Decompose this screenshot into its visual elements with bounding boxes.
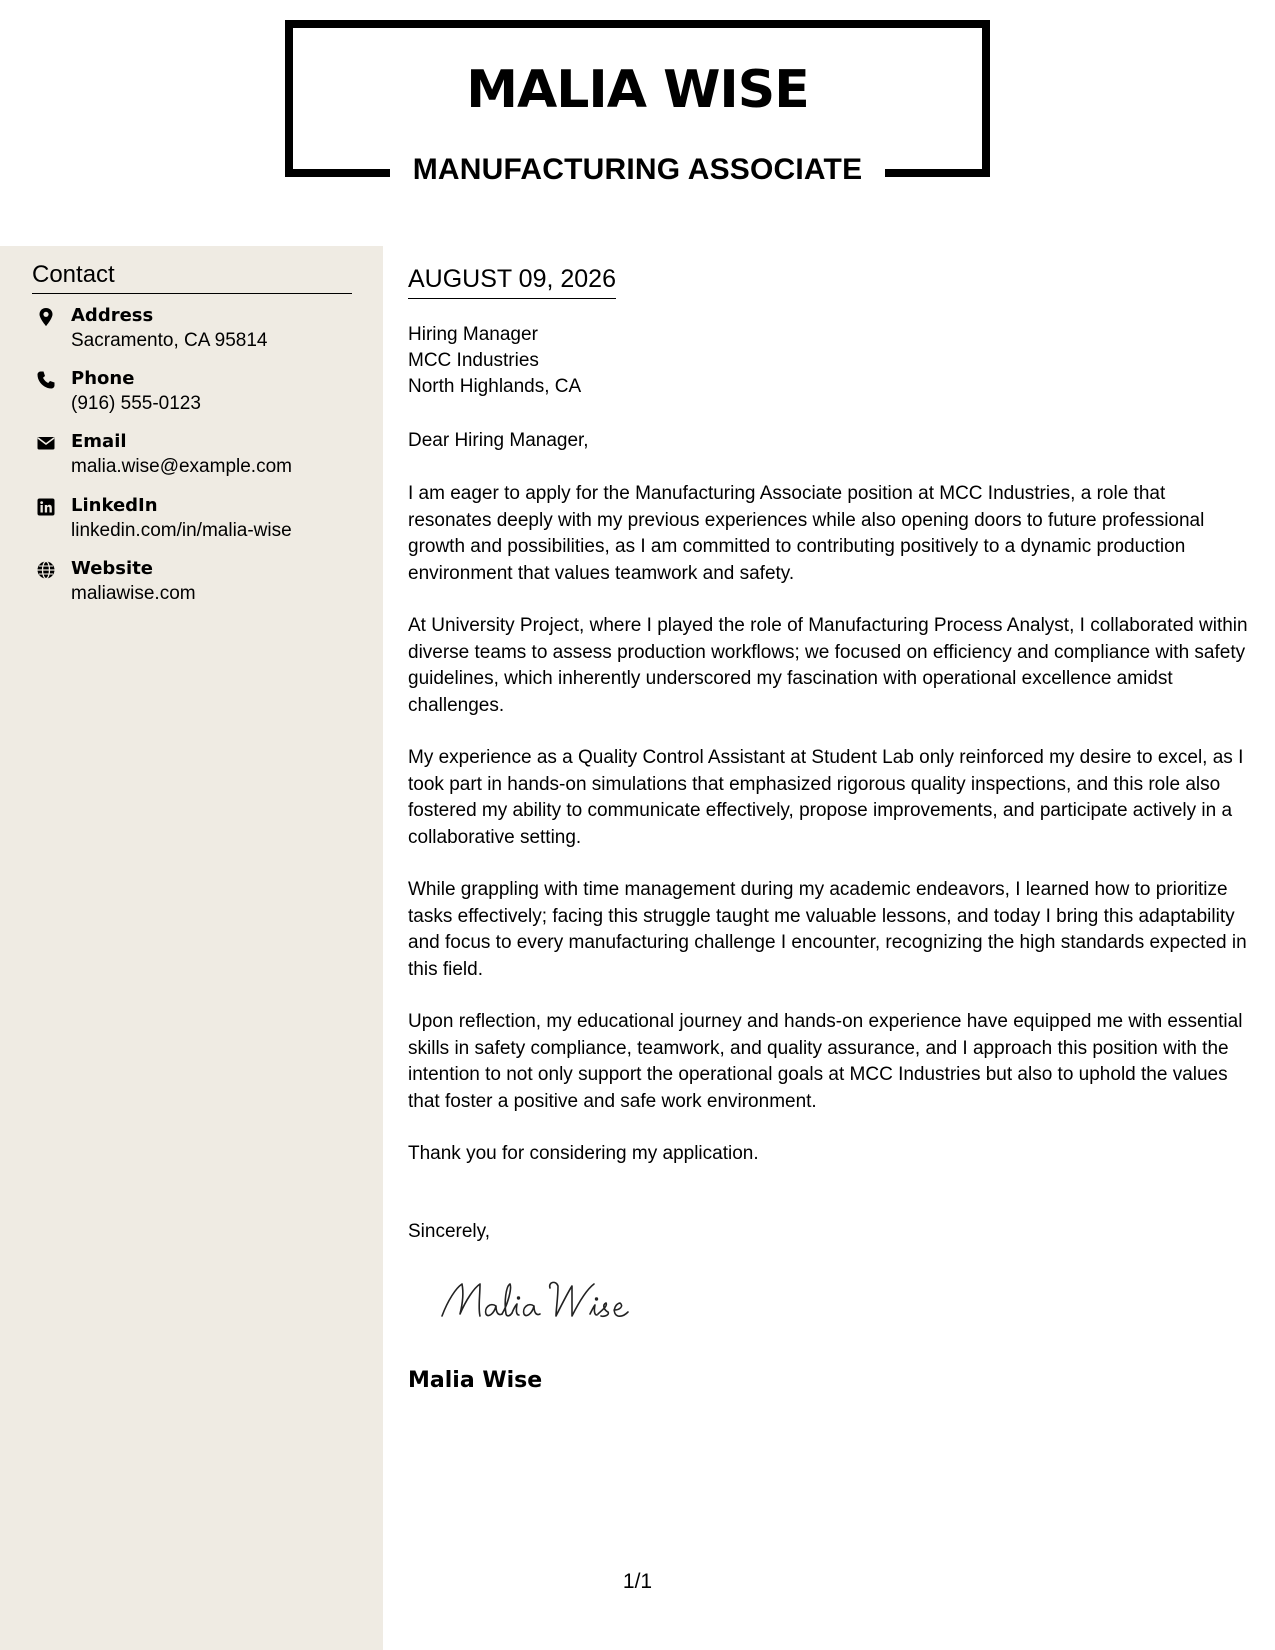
- contact-label: Website: [71, 558, 154, 579]
- paragraph: I am eager to apply for the Manufacturing Associate position at MCC Industries, a role that resonates deeply with my previous experiences while also opening doors to future professional growth and possibilities, as I am committed to contributing positively to a dynamic production environment that values teamwork and safety.: [408, 483, 1205, 584]
- contact-website: [32, 557, 372, 613]
- letter-date: AUGUST 09, 2026: [408, 264, 616, 299]
- handwritten-signature: [438, 1270, 648, 1330]
- header-frame-corner-right: [885, 169, 990, 177]
- contact-value: maliawise.com: [71, 583, 196, 604]
- contact-phone: [32, 367, 372, 423]
- contact-value: malia.wise@example.com: [71, 456, 292, 477]
- salutation: Dear Hiring Manager,: [408, 430, 589, 451]
- paragraph: My experience as a Quality Control Assistant at Student Lab only reinforced my desire to excel, as I took part in hands-on simulations that emphasized rigorous quality inspections, and this role also fostered my ability to communicate effectively, propose improvements, and participate actively in a collaborative setting.: [408, 747, 1244, 848]
- paragraph: Thank you for considering my application.: [408, 1143, 759, 1164]
- job-title: MANUFACTURING ASSOCIATE: [400, 153, 875, 187]
- map-pin-icon: [36, 307, 56, 327]
- contact-label: Address: [71, 305, 154, 326]
- sidebar: [0, 246, 383, 1650]
- paragraph: At University Project, where I played the role of Manufacturing Process Analyst, I collaborated within diverse teams to assess production workflows; we focused on efficiency and compliance with safety guidelines, which inherently underscored my fascination with operational excellence amidst challenges.: [408, 615, 1248, 716]
- contact-value: (916) 555-0123: [71, 393, 201, 414]
- envelope-icon: [36, 433, 56, 453]
- contact-email: [32, 430, 372, 486]
- applicant-name: MALIA WISE: [466, 60, 809, 120]
- contact-address: [32, 304, 372, 360]
- contact-heading: Contact: [32, 262, 352, 294]
- phone-icon: [36, 370, 56, 390]
- header-frame-corner-left: [285, 169, 390, 177]
- paragraph: While grappling with time management during my academic endeavors, I learned how to prioritize tasks effectively; facing this struggle taught me valuable lessons, and today I bring this adaptability and focus to every manufacturing challenge I encounter, recognizing the high standards expected in this field.: [408, 879, 1247, 980]
- contact-label: Email: [71, 431, 127, 452]
- signer-name: Malia Wise: [408, 1368, 543, 1393]
- contact-linkedin: [32, 494, 372, 550]
- contact-value: Sacramento, CA 95814: [71, 330, 268, 351]
- globe-icon: [36, 560, 56, 580]
- page-number: 1/1: [622, 1570, 653, 1593]
- contact-value: linkedin.com/in/malia-wise: [71, 520, 292, 541]
- linkedin-icon: [36, 497, 56, 517]
- recipient-block: [408, 322, 1253, 400]
- paragraph: Upon reflection, my educational journey and hands-on experience have equipped me with essential skills in safety compliance, teamwork, and quality assurance, and I approach this position with the intention to not only support the operational goals at MCC Industries but also to uphold the values that foster a positive and safe work environment.: [408, 1011, 1243, 1112]
- contact-label: Phone: [71, 368, 135, 389]
- recipient-line: Hiring Manager: [408, 324, 538, 345]
- closing: Sincerely,: [408, 1221, 491, 1242]
- recipient-line: MCC Industries: [408, 350, 539, 371]
- contact-label: LinkedIn: [71, 495, 158, 516]
- recipient-line: North Highlands, CA: [408, 376, 582, 397]
